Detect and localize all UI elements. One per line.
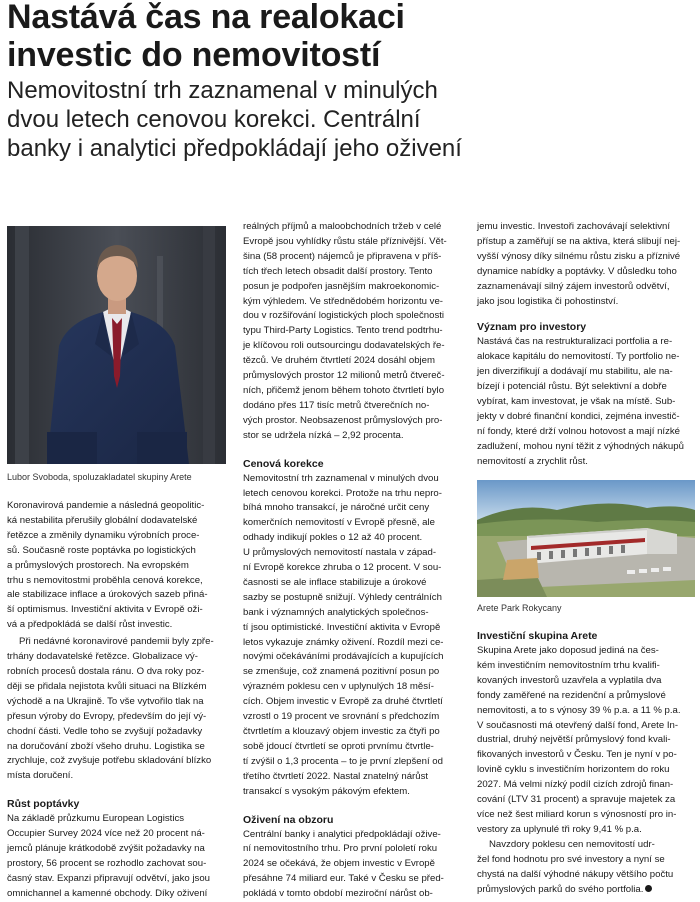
col1-heading-growth: Růst poptávky [7, 798, 80, 811]
warehouse-photo [477, 480, 695, 597]
warehouse-caption: Arete Park Rokycany [477, 603, 562, 613]
col3-heading-investors: Význam pro investory [477, 321, 587, 334]
end-of-article-mark [645, 885, 652, 892]
col3-paragraph-3: Skupina Arete jako doposud jediná na čes- kém investičním nemovitostním trhu kvalifi- kovaných investorů uzavřela a vyplatila dva fondy zaměřené na rezidenční a průmyslové nemovitosti, a to s výnosy 39 % p.a. a 11 % p.a. V současnosti má otevřený další fond, Arete In- dustrial, druhý největší průmyslový fond kvali- fikovaných investorů v Česku. Ten je nyní v po- lovině cyklu s investičním horizontem do roku 2027. Má velmi nízký podíl cizích zdrojů finan- cování (LTV 31 procent) a spravuje majetek za více než šest miliard korun s výnosností pro in- vestory za uplynulé tři roky 9,41 % p.a. [477, 645, 681, 835]
col2-paragraph-1: reálných příjmů a maloobchodních tržeb v celé Evropě jsou vyhlídky růstu stále příznivější. Vět- šina (58 procent) nájemců je připravena v příš- tích třech letech obsadit další prostory. Tento posun je podpořen jasnějším makroekonomic- kým výhledem. Ve střednědobém horizontu ve- dou v rozšiřování logistických ploch společnosti typu Third-Party Logistics. Tento trend podtrhu- je klíčovou roli outsourcingu dodavatelských ře- tězců. Ve druhém čtvrtletí 2024 dosáhl objem průmyslových prostor 12 milionů metrů čtvereč- ních, přičemž jenom během tohoto čtvrtletí bylo dodáno přes 117 tisíc metrů čtverečních no- vých prostor. Neobsazenost průmyslových pro- stor se udržela nízká – 2,92 procenta. [243, 221, 447, 441]
col3-heading-arete: Investiční skupina Arete [477, 630, 598, 642]
column-2 [243, 220, 458, 902]
col2-paragraph-3: Centrální banky i analytici předpokládají ožive- ní nemovitostního trhu. Pro první pololetí roku 2024 se očekává, že objem investic v Evropě přesáhne 74 miliard eur. Také v Česku se před- pokládá v tomto období meziroční nárůst ob- [243, 828, 444, 900]
subheadline-line-2: dvou letech cenovou korekci. Centrální [7, 106, 421, 133]
subheadline-line-3: banky i analytici předpokládají jeho oživení [7, 135, 462, 162]
headline-line-2: investic do nemovitostí [7, 36, 381, 74]
headline-line-1: Nastává čas na realokaci [7, 0, 405, 36]
column-1 [7, 499, 226, 902]
col1-paragraph-3: Na základě průzkumu European Logistics Occupier Survey 2024 více než 20 procent ná- jemců plánuje krátkodobě zvýšit požadavky na prostory, 56 procent se rozhodlo zachovat sou- časný stav. Expanzi připravují odvětví, jako jsou omnichannel a kamenné obchody. Díky oživení [7, 813, 210, 899]
col2-heading-recovery: Oživení na obzoru [243, 813, 334, 826]
portrait-illustration [7, 226, 226, 464]
col1-paragraph-2: Při nedávné koronavirové pandemii byly zpře- trhány dodavatelské řetězce. Globalizace vý- robních procesů dostala ránu. O dva roky poz- ději se přidala nejistota kvůli situaci na Blízkém východě a na Ukrajině. To vše vytvořilo tlak na přesun výroby do Evropy, především do její vý- chodní části. Vedle toho se zvyšují požadavky na doručování zboží všeho druhu. Logistika se zrychluje, což zvyšuje potřebu skladování blízko místa doručení. [7, 636, 214, 782]
portrait-caption: Lubor Svoboda, spoluzakladatel skupiny Arete [7, 472, 192, 482]
subheadline [7, 76, 697, 163]
col3-paragraph-4: Navzdory poklesu cen nemovitostí udr- žel fond hodnotu pro své investory a nyní se chystá na další výhodné nákupy většího počtu průmyslových parků do svého portfolia. [477, 838, 674, 895]
col2-heading-price-correction: Cenová korekce [243, 457, 324, 470]
column-3-lower [477, 628, 695, 897]
col3-paragraph-2: Nastává čas na restrukturalizaci portfolia a re- alokace kapitálu do nemovitostí. Ty portfolio ne- jen diverzifikují a dodávají mu stabilitu, ale na- bízejí i potenciál růstu. Být selektivní a dobře vybírat, kam investovat, je však na místě. Sub- jekty v dobré finanční kondici, zejména investič- ní fondy, které drží volnou hotovost a mají nízké zadlužení, mohou nyní těžit z výhodných nákupů nemovitostí a zrychlit růst. [477, 336, 684, 467]
subheadline-line-1: Nemovitostní trh zaznamenal v minulých [7, 77, 438, 104]
portrait-photo [7, 226, 226, 464]
col2-paragraph-2: Nemovitostní trh zaznamenal v minulých dvou letech cenovou korekci. Protože na trhu nepro- bíhá mnoho transakcí, je náročné určit ceny komerčních nemovitostí v Evropě přesně, ale odhady indikují pokles o 12 až 40 procent. U průmyslových nemovitostí nastala v západ- ní Evropě korekce zhruba o 12 procent. V sou- časnosti se ale inflace stabilizuje a úrokové sazby se postupně snižují. Výhledy centrálních bank i významných analytických společnos- tí jsou optimistické. Investiční aktivita v Evropě letos vykazuje známky oživení. Rozdíl mezi ce- novými očekáváními prodávajících a kupujících se zmenšuje, což znamená pozitivní posun po výrazném poklesu cen v uplynulých 18 měsí- cích. Objem investic v Evropě za druhé čtvrtletí vzrostl o 19 procent ve srovnání s předchozím čtvrtletím a klouzavý objem investic za čtyři po sobě jdoucí čtvrtletí se oproti prvnímu čtvrtle- tí zvýšil o 1,3 procenta – to je první zlepšení od třetího čtvrtletí 2022. Nastal znatelný nárůst transakcí s vysokým pákovým efektem. [243, 472, 444, 797]
headline [7, 0, 697, 74]
col3-paragraph-1: jemu investic. Investoři zachovávají selektivní přístup a zaměřují se na aktiva, která slibují nej- vyšší výnosy díky silnému růstu zisku a příznivé dynamice nabídky a poptávky. V důsledku toho zaznamenávají silný zájem investorů odvětví, jako jsou logistika či pohostinství. [477, 221, 681, 307]
col1-paragraph-1: Koronavirová pandemie a následná geopolitic- ká nestabilita přerušily globální dodavatelské řetězce a změnily dynamiku výrobních proce- sů. Současně roste poptávka po logistických a průmyslových prostorech. Na evropském trhu s nemovitostmi proběhla cenová korekce, ale stabilizace inflace a úrokových sazeb přiná- ší optimismus. Investiční aktivita v Evropě oži- vá a předpokládá se další růst investic. [7, 500, 208, 631]
column-3 [477, 220, 695, 470]
warehouse-illustration [477, 480, 695, 597]
